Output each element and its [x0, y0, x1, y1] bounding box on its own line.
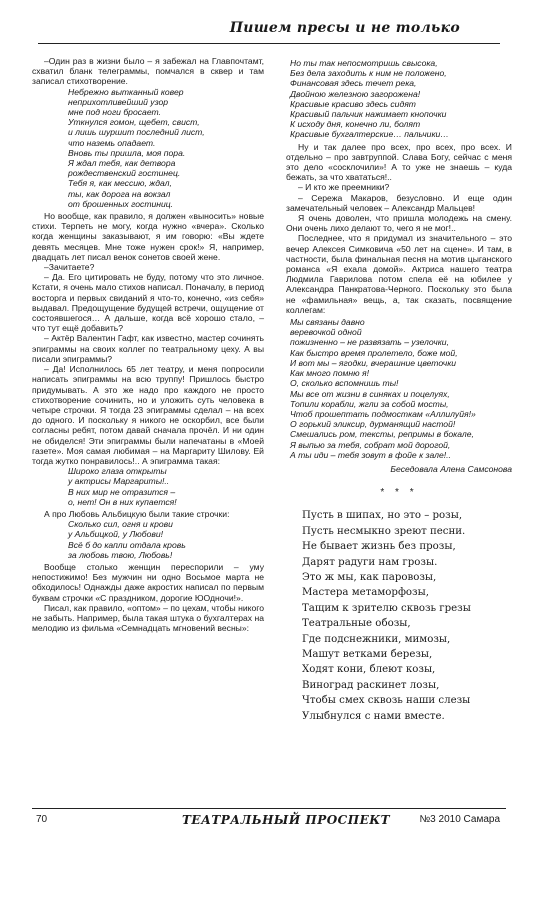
poem-line: Вновь ты пришла, моя пора.	[68, 147, 186, 158]
paragraph: Писал, как правило, «оптом» – по цехам, чтобы никого не забыть. Например, была такая штука о бухгалтерах на мелодию из фильма «Семнадцать мгновений весны»:	[32, 602, 265, 634]
poem-line: Я ждал тебя, как детвора	[68, 158, 176, 169]
left-column	[32, 56, 264, 633]
poem-line: Машут ветками березы,	[302, 648, 433, 660]
poem-line: Пусть в шипах, но это – розы,	[302, 510, 463, 522]
poem-line: В них мир не отразится –	[68, 486, 176, 497]
poem-line: от брошенных гостиниц.	[68, 198, 174, 209]
poem-line: Как быстро время пролетело, боже мой,	[290, 347, 458, 358]
poem-line: Небрежно вытканный ковер	[68, 86, 184, 97]
poem-line: Двойною железною загорожена!	[290, 88, 421, 99]
poem-line: пожизненно – не развязать – узелочки,	[290, 337, 449, 348]
poem-line: Уткнулся гомон, щебет, свист,	[68, 117, 200, 128]
poem-block	[290, 58, 512, 140]
right-column	[286, 56, 512, 724]
poem-line: О, сколько вспомнишь ты!	[290, 378, 399, 389]
footer-rule	[32, 808, 506, 809]
section-title: Пишем пресы и не только	[229, 20, 460, 36]
poem-line: Сколько сил, огня и крови	[68, 519, 173, 530]
poem-line: веревочкой одной	[290, 327, 362, 338]
magazine-logo: ТЕАТРАЛЬНЫЙ ПРОСПЕКТ	[182, 813, 391, 827]
author-signature: Беседовала Алена Самсонова	[390, 463, 512, 474]
poem-line: Пусть несмыкно зреют песни.	[302, 525, 466, 537]
poem-line: Где подснежники, мимозы,	[302, 633, 451, 645]
poem-line: Как много помню я!	[290, 368, 369, 379]
poem-line: у Альбицкой, у Любови!	[68, 529, 164, 540]
paragraph: – Актёр Валентин Гафт, как известно, мастер сочинять эпиграммы на своих коллег по театральному цеху. А вы писали эпиграммы?	[32, 333, 264, 364]
poem-line: Широко глаза открыты	[68, 466, 167, 477]
poem-line: Не бывает жизнь без прозы,	[302, 541, 456, 553]
paragraph: – И кто же преемники?	[298, 182, 390, 193]
section-divider: * * *	[380, 487, 418, 499]
poem-line: Красивые красиво здесь сидят	[290, 98, 416, 109]
poem-line: рождественский гостинец.	[68, 168, 181, 179]
poem-line: Красивый пальчик нажимает кнопочки	[290, 109, 447, 120]
poem-block	[68, 519, 264, 560]
poem-line: О горький эликсир, дурманящий настой!	[290, 419, 456, 430]
paragraph: Ну и так далее про всех, про всех, про всех. И отдельно – про завтруппой. Слава Богу, сейчас с меня это дело «сосклочили»! А то уже не знаешь – куда бежать, за что хвататься!..	[286, 141, 512, 183]
poem-line: Чтобы смех сквозь наши слезы	[302, 695, 471, 707]
poem-line: Ходят кони, блеют козы,	[302, 664, 436, 676]
poem-line: Без дела заходить к ним не положено,	[290, 68, 447, 79]
poem-line: Топили корабли, жгли за собой мосты,	[290, 398, 449, 409]
header-rule	[38, 43, 500, 44]
poem-line: А ты иди – тебя зовут в фойе к зале!..	[290, 449, 451, 460]
poem-block	[68, 87, 264, 209]
poem-line: И вот мы – ягодки, вчерашние цветочки	[290, 357, 457, 368]
poem-line: неприхотливейший узор	[68, 96, 169, 107]
paragraph: –Один раз в жизни было – я забежал на Главпочтамт, схватил бланк телеграммы, помчался в сквер и там записал стихотворение.	[32, 56, 264, 87]
paragraph: –Зачитаете?	[44, 262, 95, 273]
poem-block	[302, 508, 512, 724]
poem-line: Мы все от жизни в синяках и поцелуях,	[290, 388, 450, 399]
poem-line: что наземь опадает.	[68, 137, 156, 148]
poem-line: Красивые бухгалтерские… пальчики…	[290, 129, 449, 140]
paragraph: Я очень доволен, что пришла молодежь на смену. Они очень лихо делают то, чего я не мог!..	[286, 213, 512, 234]
poem-line: Мы связаны давно	[290, 317, 365, 328]
paragraph: Но вообще, как правило, я должен «выносить» новые стихи. Терпеть не могу, когда нужно «вчера». Сколько когда женщины заказывают, я им говорю: «Вы ждете девять месяцев. Мне тоже нужен срок!» Я, например, двадцать лет писал венок сонетов своей жене.	[32, 211, 264, 262]
paragraph: Вообще столько женщин переспорили – уму непостижимо! Без мужчин ни одно Восьмое марта не обходилось! Однажды даже акростих написал по первым буквам строчки «С праздником, дорогие ЮОдночи!».	[32, 561, 264, 603]
paragraph: А про Любовь Альбицкую были такие строчки:	[44, 508, 230, 519]
poem-line: К исходу дня, конечно ли, болят	[290, 119, 421, 130]
poem-line: ты, как дорога на вокзал	[68, 188, 171, 199]
poem-block	[290, 317, 512, 460]
poem-line: Тащим к зрителю сквозь грезы	[302, 602, 471, 614]
page-footer	[32, 808, 506, 834]
poem-line: Тебя я, как мессию, ждал,	[68, 178, 172, 189]
poem-line: о, нет! Он в них купается!	[68, 496, 177, 507]
poem-line: Чтоб прошептать подмосткам «Аллилуйя!»	[290, 408, 476, 419]
page-number: 70	[36, 814, 48, 825]
poem-line: и лишь шуршит последний лист,	[68, 127, 205, 138]
page-header	[38, 18, 500, 44]
poem-line: за любовь твою, Любовь!	[68, 549, 173, 560]
poem-line: Смешались ром, тексты, репримы в бокале,	[290, 429, 474, 440]
poem-line: Это ж мы, как паровозы,	[302, 571, 437, 583]
poem-line: Мастера метаморфозы,	[302, 587, 429, 599]
poem-line: у актрисы Маргариты!..	[68, 476, 170, 487]
poem-block	[68, 466, 264, 507]
poem-line: Всё б до капли отдала кровь	[68, 539, 186, 550]
issue-info: №3 2010 Самара	[419, 814, 500, 825]
paragraph: – Да! Исполнилось 65 лет театру, и меня попросили написать эпиграммы на всю труппу! Пришлось быстро придумывать. А это же надо про каждого не просто стихотворение сочинить, но и уложить суть человека в четыре строчки. Я тогда 23 эпиграммы сделал – на всех до одного. И поскольку я никого не оскорбил, все были согласны ребят, потом давай сначала прочёл. И ни один не обиделся! Эти эпиграммы были напечатаны в «Моей газете». Моя самая любимая – на Маргариту Шилову. Ей тогда жутко понравилось!.. А эпиграмма такая:	[32, 364, 264, 466]
paragraph: – Да. Его цитировать не буду, потому что это личное. Кстати, я очень мало стихов написал. Поначалу, в период восторга и первых свиданий я что-то, конечно, «из себя» выдавал. Предощущение будущей встречи, ощущение от состоявшегося… А дальше, когда всё хорошо стало, – что тут ещё добавить?	[32, 272, 264, 334]
poem-line: Дарят радуги нам грозы.	[302, 556, 438, 568]
poem-line: Финансовая здесь течет река,	[290, 78, 417, 89]
poem-line: мне под ноги бросает.	[68, 107, 161, 118]
poem-line: Я выпью за тебя, собрат мой дорогой,	[290, 439, 451, 450]
poem-line: Виноград раскинет лозы,	[302, 679, 440, 691]
poem-line: Театральные обозы,	[302, 618, 411, 630]
paragraph: – Сережа Макаров, безусловно. И еще один замечательный человек – Александр Мальцев!	[286, 192, 512, 213]
poem-line: Улыбнулся с нами вместе.	[302, 710, 445, 722]
poem-line: Но ты так непосмотришь свысока,	[290, 58, 438, 68]
paragraph: Последнее, что я придумал из значительного – это вечер Алексея Симковича «50 лет на сцене». И там, в частности, была финальная песня на мотив цыганского романса «Я ехала домой». Актриса нашего театра Людмила Гаврилова потом спела её на юбилее у Александра Панкратова-Черного. Поскольку это была не «фамильная» вещь, а, так сказать, посвящение коллегам:	[286, 233, 512, 315]
